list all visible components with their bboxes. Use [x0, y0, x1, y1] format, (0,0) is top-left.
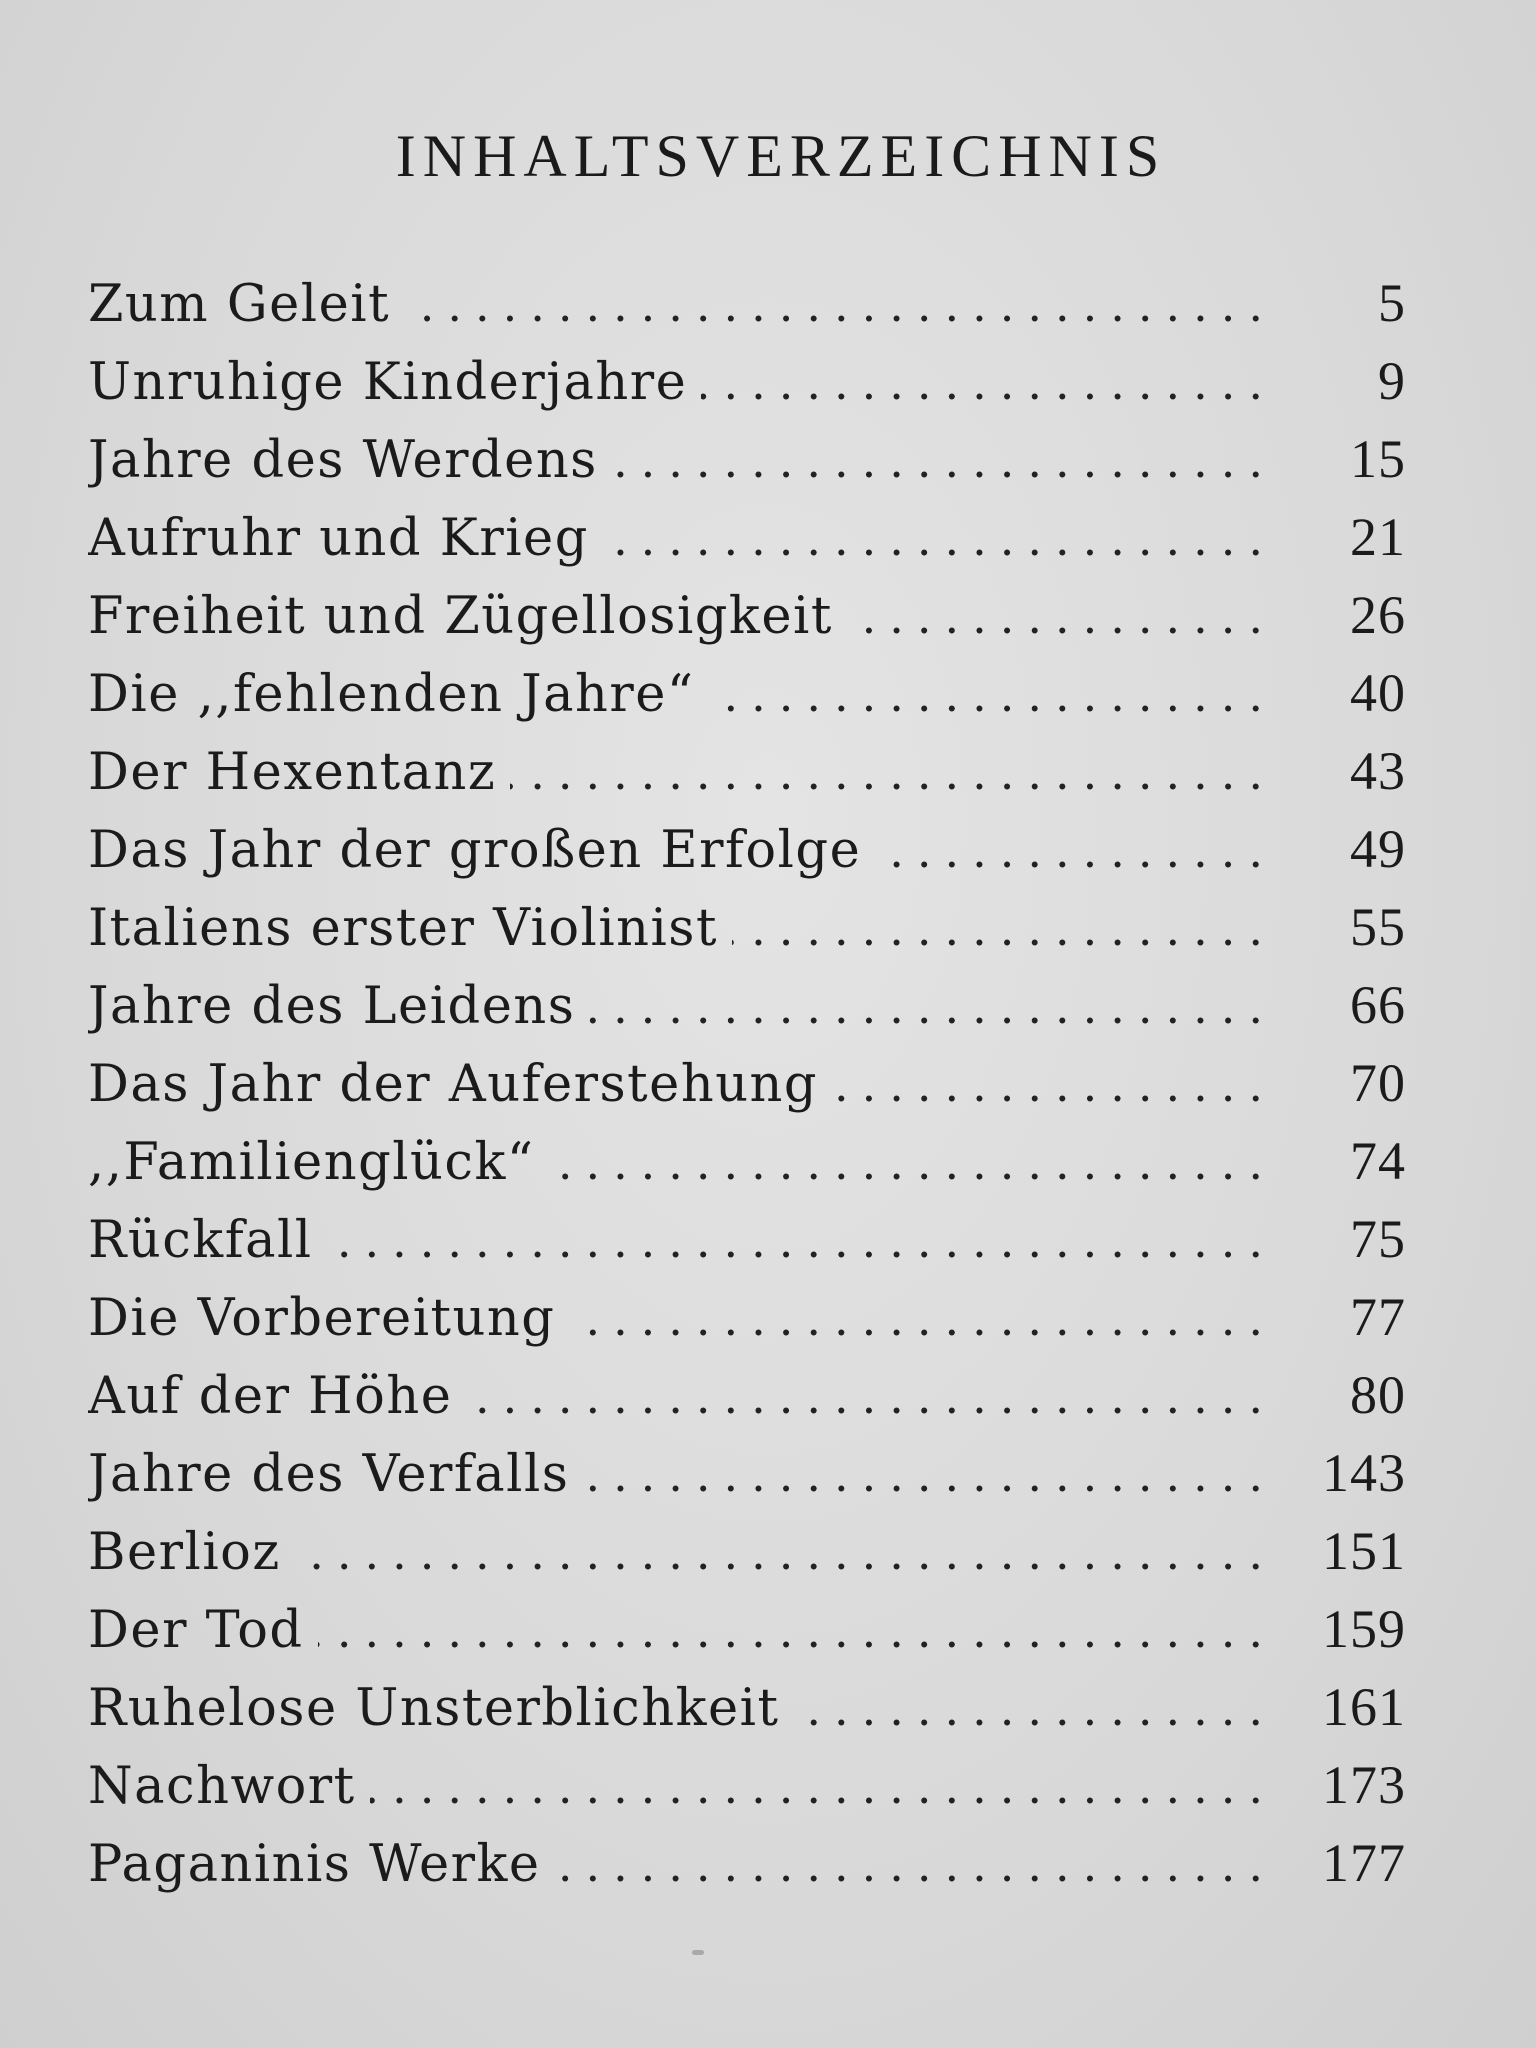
toc-entry-page: 80 [1350, 1365, 1406, 1425]
toc-entry-label: Der Hexentanz [88, 743, 497, 802]
toc-entry-page: 26 [1350, 585, 1406, 645]
toc-entry-label: Freiheit und Zügellosigkeit [88, 587, 833, 646]
toc-entry [88, 1364, 1406, 1442]
toc-entry [88, 350, 1406, 428]
toc-entry-label: Rückfall [88, 1211, 313, 1270]
dot-leader [295, 1526, 1276, 1580]
toc-entry [88, 1130, 1406, 1208]
dot-leader [832, 1058, 1276, 1112]
toc-entry-label: Jahre des Leidens [88, 977, 576, 1036]
toc-entry-page: 173 [1322, 1755, 1406, 1815]
dot-leader [569, 1292, 1276, 1346]
toc-entry-page: 55 [1350, 897, 1406, 957]
toc-entry [88, 584, 1406, 662]
toc-entry [88, 896, 1406, 974]
toc-entry [88, 1754, 1406, 1832]
toc-entry-page: 143 [1322, 1443, 1406, 1503]
dot-leader [548, 1136, 1276, 1190]
toc-entry-label: Das Jahr der großen Erfolge [88, 821, 862, 880]
toc-entry-page: 74 [1350, 1131, 1406, 1191]
toc-entry-label: Aufruhr und Krieg [88, 509, 589, 568]
toc-entry-label: Nachwort [88, 1757, 356, 1816]
toc-entry-label: Jahre des Verfalls [88, 1445, 570, 1504]
toc-entry-label: Berlioz [88, 1523, 281, 1582]
dot-leader [510, 746, 1276, 800]
toc-entry [88, 1052, 1406, 1130]
dot-leader [875, 824, 1276, 878]
toc-entry [88, 1208, 1406, 1286]
toc-entry-label: Paganinis Werke [88, 1835, 541, 1894]
toc-entry [88, 272, 1406, 350]
toc-entry [88, 1676, 1406, 1754]
toc-entry-label: Die Vorbereitung [88, 1289, 556, 1348]
toc-entry-page: 15 [1350, 429, 1406, 489]
toc-entry-label: Der Tod [88, 1601, 304, 1660]
dot-leader [708, 668, 1276, 722]
toc-entry-page: 159 [1322, 1599, 1406, 1659]
toc-entry-label: Auf der Höhe [88, 1367, 453, 1426]
paper-speck [692, 1950, 704, 1955]
toc-entry [88, 818, 1406, 896]
dot-leader [583, 1448, 1276, 1502]
toc-entry-page: 5 [1378, 273, 1406, 333]
toc-entry-label: Ruhelose Unsterblichkeit [88, 1679, 780, 1738]
toc-entry-page: 177 [1322, 1833, 1406, 1893]
toc-entry-label: Zum Geleit [88, 275, 391, 334]
toc-entry-page: 40 [1350, 663, 1406, 723]
toc-entry [88, 1286, 1406, 1364]
dot-leader [603, 512, 1276, 566]
toc-entry [88, 506, 1406, 584]
toc-entry-label: Jahre des Werdens [88, 431, 598, 490]
toc-entry [88, 662, 1406, 740]
toc-entry-page: 49 [1350, 819, 1406, 879]
dot-leader [612, 434, 1276, 488]
toc-entry-page: 9 [1378, 351, 1406, 411]
dot-leader [327, 1214, 1276, 1268]
toc-entry-page: 43 [1350, 741, 1406, 801]
toc-entry-label: ,,Familienglück“ [88, 1133, 535, 1192]
table-of-contents [88, 272, 1406, 1910]
toc-entry [88, 974, 1406, 1052]
toc-entry-page: 21 [1350, 507, 1406, 567]
toc-entry [88, 1520, 1406, 1598]
toc-entry-label: Das Jahr der Auferstehung [88, 1055, 819, 1114]
toc-entry-label: Die ,,fehlenden Jahre“ [88, 665, 695, 724]
dot-leader [589, 980, 1276, 1034]
dot-leader [404, 278, 1276, 332]
toc-entry-label: Unruhige Kinderjahre [88, 353, 688, 412]
dot-leader [318, 1604, 1276, 1658]
dot-leader [466, 1370, 1276, 1424]
dot-leader [701, 356, 1276, 410]
toc-entry-page: 66 [1350, 975, 1406, 1035]
page-title: INHALTSVERZEICHNIS [395, 123, 1167, 189]
toc-entry-page: 75 [1350, 1209, 1406, 1269]
dot-leader [793, 1682, 1276, 1736]
toc-entry [88, 1832, 1406, 1910]
dot-leader [732, 902, 1276, 956]
toc-entry [88, 428, 1406, 506]
toc-entry-page: 161 [1322, 1677, 1406, 1737]
toc-entry-label: Italiens erster Violinist [88, 899, 718, 958]
toc-entry-page: 77 [1350, 1287, 1406, 1347]
toc-entry [88, 740, 1406, 818]
dot-leader [370, 1760, 1276, 1814]
dot-leader [847, 590, 1276, 644]
toc-entry-page: 151 [1322, 1521, 1406, 1581]
toc-entry [88, 1598, 1406, 1676]
dot-leader [555, 1838, 1276, 1892]
toc-entry-page: 70 [1350, 1053, 1406, 1113]
toc-entry [88, 1442, 1406, 1520]
